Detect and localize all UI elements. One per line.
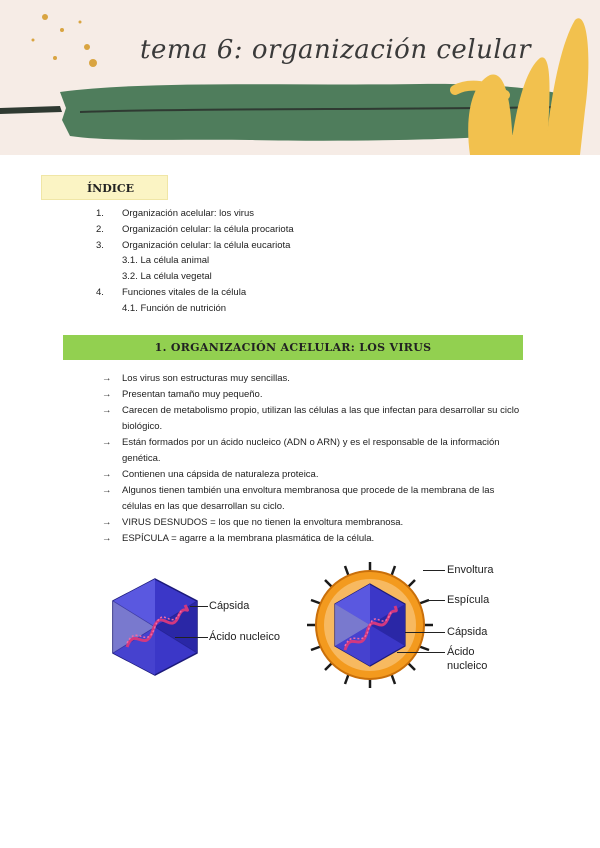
gold-dot	[60, 28, 64, 32]
toc-number: 2.	[96, 223, 104, 235]
bullet-text: Carecen de metabolismo propio, utilizan las células a las que infectan para desarrollar su ciclo biológico.	[122, 405, 520, 432]
capsida-pointer	[405, 632, 445, 633]
arrow-icon: →	[102, 405, 112, 416]
section-header-bar	[63, 335, 523, 360]
gold-dot	[53, 56, 57, 60]
section-title: 1. ORGANIZACIÓN ACELULAR: LOS VIRUS	[154, 341, 432, 354]
toc-subitem	[96, 269, 294, 285]
toc-label: Funciones vitales de la célula	[122, 286, 247, 298]
bullet-item	[102, 531, 522, 547]
bullet-text: Los virus son estructuras muy sencillas.	[122, 373, 290, 384]
index-heading: ÍNDICE	[87, 182, 135, 195]
capsida-label: Cápsida	[447, 626, 488, 638]
arrow-icon: →	[102, 437, 112, 448]
gold-dot	[42, 14, 48, 20]
toc-number: 1.	[96, 208, 104, 219]
dark-brush-line	[0, 106, 62, 114]
enveloped-virus-figure	[305, 560, 505, 690]
toc-number: 4.	[96, 286, 104, 298]
nucleico-label: nucleico	[447, 660, 488, 672]
bullet-item	[102, 515, 522, 531]
bullet-text: Contienen una cápsida de naturaleza proteica.	[122, 469, 319, 480]
toc-item	[96, 285, 294, 301]
banner-decoration	[0, 0, 600, 155]
espicula-pointer	[427, 600, 445, 601]
bullet-item	[102, 435, 522, 467]
arrow-icon: →	[102, 485, 112, 496]
gold-dot	[32, 39, 35, 42]
gold-dot	[79, 21, 82, 24]
toc-label: Organización celular: la célula eucariota	[122, 239, 291, 251]
toc-label: Organización acelular: los virus	[122, 208, 255, 219]
bullet-text: Algunos tienen también una envoltura membranosa que procede de la membrana de las células en las que desarrollan su ciclo.	[122, 485, 495, 512]
envoltura-label: Envoltura	[447, 564, 494, 576]
bullet-text: Presentan tamaño muy pequeño.	[122, 389, 263, 400]
naked-virus-figure	[105, 575, 295, 685]
yellow-brush	[545, 18, 588, 155]
enveloped-virus-illustration	[305, 560, 435, 690]
arrow-icon: →	[102, 469, 112, 480]
toc-label: 3.1. La célula animal	[122, 255, 210, 267]
bullet-item	[102, 403, 522, 435]
acido-nucleico-label: Ácido nucleico	[209, 631, 280, 643]
bullet-item	[102, 387, 522, 403]
toc-item	[96, 206, 294, 222]
virus-bullet-list	[102, 371, 522, 547]
bullet-item	[102, 483, 522, 515]
arrow-icon: →	[102, 389, 112, 400]
index-box	[41, 175, 168, 200]
arrow-icon: →	[102, 517, 112, 528]
acido-pointer	[397, 652, 445, 653]
toc-item	[96, 222, 294, 238]
toc-label: 3.2. La célula vegetal	[122, 271, 212, 283]
bullet-text: ESPÍCULA = agarre a la membrana plasmática de la célula.	[122, 533, 375, 544]
bullet-item	[102, 371, 522, 387]
envoltura-pointer	[423, 570, 445, 571]
toc-subitem	[96, 301, 294, 317]
header-banner	[0, 0, 600, 155]
toc-item	[96, 238, 294, 254]
capsida-pointer	[190, 606, 208, 607]
toc-label: Organización celular: la célula procariota	[122, 223, 294, 235]
bullet-text: VIRUS DESNUDOS = los que no tienen la envoltura membranosa.	[122, 517, 404, 528]
bullet-text: Están formados por un ácido nucleico (ADN o ARN) y es el responsable de la información genética.	[122, 437, 500, 464]
arrow-icon: →	[102, 373, 112, 384]
page-title: tema 6: organización celular	[140, 35, 532, 66]
toc-number: 3.	[96, 239, 104, 251]
toc-subitem	[96, 253, 294, 269]
gold-dot	[89, 59, 97, 67]
acido-pointer	[175, 637, 208, 638]
capsid-illustration	[105, 575, 205, 680]
arrow-icon: →	[102, 533, 112, 544]
bullet-item	[102, 467, 522, 483]
espicula-label: Espícula	[447, 594, 490, 606]
table-of-contents	[96, 206, 294, 317]
capsida-label: Cápsida	[209, 600, 250, 612]
gold-dot	[84, 44, 90, 50]
toc-label: 4.1. Función de nutrición	[122, 302, 227, 314]
acido-label: Ácido	[447, 646, 475, 658]
